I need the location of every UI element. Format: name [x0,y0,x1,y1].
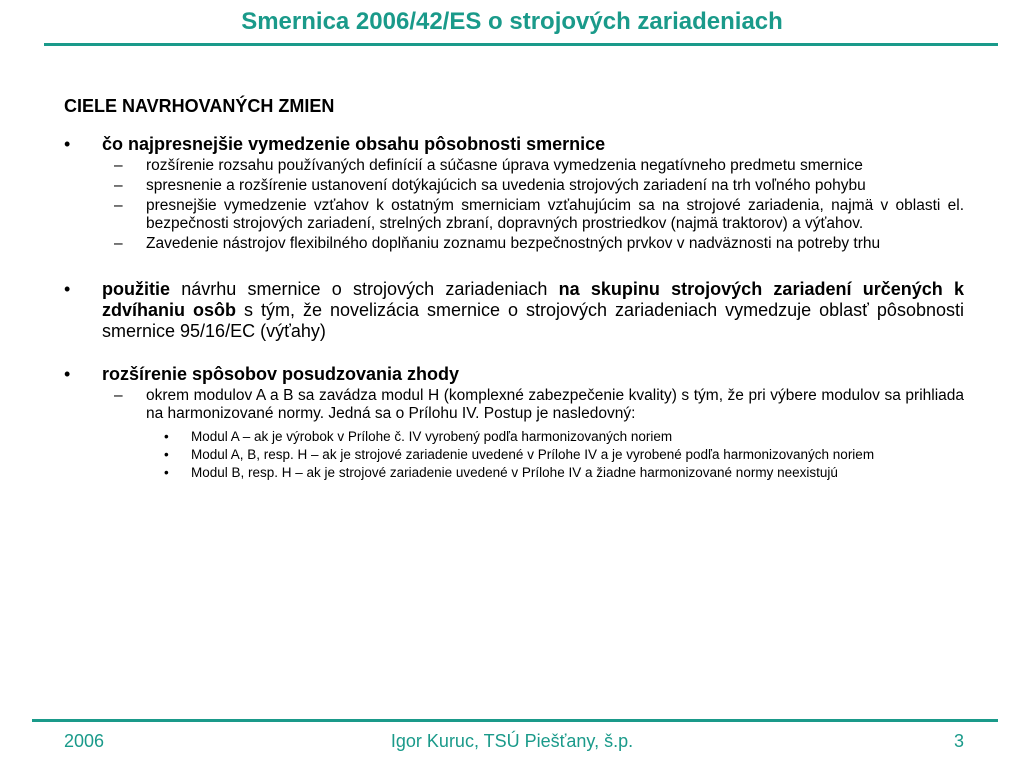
slide-title: Smernica 2006/42/ES o strojových zariadeniach [241,8,783,35]
slide-content [64,96,964,481]
sub-sub-bullet-text: Modul A – ak je výrobok v Prílohe č. IV vyrobený podľa harmonizovaných noriem [191,429,673,444]
bullet-1-text: čo najpresnejšie vymedzenie obsahu pôsobnosti smernice [102,134,606,154]
sub-sub-bullet [64,447,964,463]
sub-bullet-text: okrem modulov A a B sa zavádza modul H (komplexné zabezpečenie kvality) s tým, že pri výbere modulov sa prihliada na harmonizované normy. Jedná sa o Prílohu IV. Postup je nasledovný: [146,387,964,422]
footer-divider [32,719,998,722]
sub-sub-bullet-text: Modul A, B, resp. H – ak je strojové zariadenie uvedené v Prílohe IV a je vyrobené podľa harmonizovaných noriem [191,447,875,462]
dash-marker: – [114,387,123,404]
sub-sub-bullet-text: Modul B, resp. H – ak je strojové zariadenie uvedené v Prílohe IV a žiadne harmonizované normy neexistujú [191,465,838,480]
bullet-marker: • [64,364,71,384]
bullet-2-text-2: s tým, že novelizácia smernice o strojových zariadeniach vymedzuje oblasť pôsobnosti smernice 95/16/EC (výťahy) [102,300,964,341]
small-bullet-marker: • [164,429,169,444]
sub-sub-bullet [64,429,964,445]
dash-marker: – [114,157,123,174]
sub-bullet-text: Zavedenie nástrojov flexibilného doplňaniu zoznamu bezpečnostných prvkov v nadväznosti na potreby trhu [146,235,881,252]
sub-bullet [64,157,964,175]
bullet-marker: • [64,134,71,154]
dash-marker: – [114,235,123,252]
bullet-2-bold-2: na skupinu strojových zariadení určených k zdvíhaniu osôb [102,279,965,320]
sub-bullet [64,387,964,423]
bullet-marker: • [64,279,71,299]
bullet-3-text: rozšírenie spôsobov posudzovania zhody [102,364,460,384]
sub-bullet [64,177,964,195]
bullet-3 [64,364,964,385]
sub-bullet-text: spresnenie a rozšírenie ustanovení dotýkajúcich sa uvedenia strojových zariadení na trh voľného pohybu [146,177,866,194]
bullet-2-bold-1: použitie [102,279,170,299]
dash-marker: – [114,177,123,194]
bullet-1 [64,134,964,155]
sub-bullet [64,235,964,253]
sub-sub-bullet [64,465,964,481]
footer-year: 2006 [64,731,105,751]
small-bullet-marker: • [164,465,169,480]
footer-author: Igor Kuruc, TSÚ Piešťany, š.p. [390,731,634,751]
sub-bullet-text: presnejšie vymedzenie vzťahov k ostatným smerniciam vzťahujúcim sa na strojové zariadenia, najmä v oblasti el. bezpečnosti strojových zariadení, strelných zbraní, dopravných prostriedkov (najmä traktorov) a výťahov. [146,197,964,232]
sub-bullet-text: rozšírenie rozsahu používaných definícií a súčasne úprava vymedzenia negatívneho predmetu smernice [146,157,863,174]
section-heading: CIELE NAVRHOVANÝCH ZMIEN [64,96,335,116]
bullet-2 [64,279,964,342]
bullet-2-text-1: návrhu smernice o strojových zariadeniach [170,279,559,299]
sub-bullet [64,197,964,233]
bullet-2-text [102,279,964,341]
small-bullet-marker: • [164,447,169,462]
header-divider [44,43,998,46]
page-number: 3 [953,731,964,751]
dash-marker: – [114,197,123,214]
